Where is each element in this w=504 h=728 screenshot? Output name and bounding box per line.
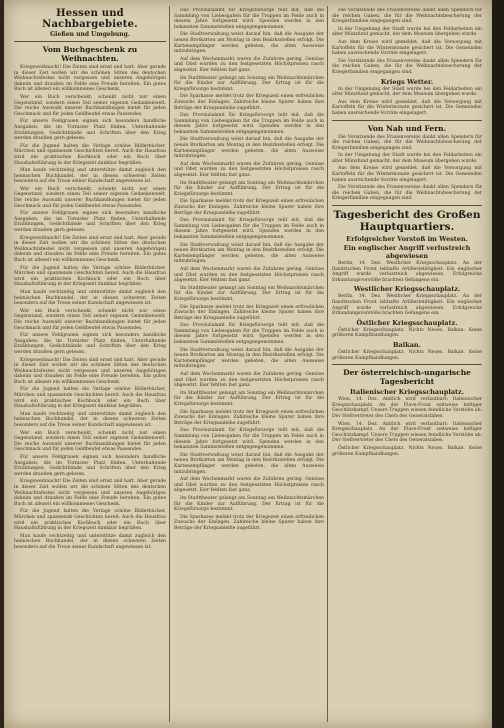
paragraph: Östlicher Kriegsschauplatz. Nichts Neues. Balkan. Keine größeren Kampfhandlungen. (332, 327, 482, 339)
paragraph: Für die Jugend halten die Verlage schöne Bilderbücher, Märchen und spannende Geschichten bereit. Auch die Hausfrau wird ein praktisches Kochbuch oder ein Buch über Haushaltsführung in der Kriegszeit dankbar begrüßen. (14, 509, 166, 532)
paragraph: Im Stadttheater gelangt am Sonntag ein Weihnachtsmärchen für die Kinder zur Aufführung. Der Ertrag ist für die Kriegsfürsorge bestimmt. (174, 75, 324, 92)
paragraph: Auf dem Wochenmarkt waren die Zufuhren gering. Gemüse und Obst wurden zu den festgesetzten Höchstpreisen rasch abgesetzt. Eier fehlten fast ganz. (174, 56, 324, 73)
paragraph: Für unsere Feldgrauen eignen sich besonders handliche Ausgaben, die im Tornister Platz finden. Unterhaltende Erzählungen, Gedichtbände und Schriften über den Krieg werden draußen gern gelesen. (14, 119, 166, 142)
headline-nah-fern: Von Nah und Fern. (367, 123, 447, 133)
paragraph: Man kaufe rechtzeitig und unterstütze damit zugleich den heimischen Buchhandel, der in diesen schweren Zeiten besonders auf die Treue seiner Kundschaft angewiesen ist. (14, 289, 166, 307)
paragraph: Berlin, 14. Dez. Westlicher Kriegsschauplatz. An der flandrischen Front lebhafte Artillerietätigkeit. Ein englischer Angriff wurde verlustreich abgewiesen. Erfolgreiche Erkundungsvorstöße brachten Gefangene ein. (332, 294, 482, 317)
divider (332, 364, 482, 365)
paragraph: Die Sparkasse meldet trotz der Kriegszeit einen erfreulichen Zuwachs der Einlagen. Zahlreiche kleine Sparer haben ihre Beträge der Kriegsanleihe zugeführt. (174, 199, 324, 216)
column-rule (169, 6, 170, 722)
paragraph: Auf dem Wochenmarkt waren die Zufuhren gering. Gemüse und Obst wurden zu den festgesetzten Höchstpreisen rasch abgesetzt. Eier fehlten fast ganz. (174, 266, 324, 284)
paragraph: Die Sparkasse meldet trotz der Kriegszeit einen erfreulichen Zuwachs der Einlagen. Zahlreiche kleine Sparer haben ihre Beträge der Kriegsanleihe zugeführt. (174, 304, 324, 321)
headline-tagesbericht: Tagesbericht des Großen Hauptquartiers. (333, 209, 481, 234)
paragraph: Östlicher Kriegsschauplatz. Nichts Neues. Balkan. Keine größeren Kampfhandlungen. (332, 349, 482, 361)
paragraph: Kriegsweihnacht! Die Zeiten sind ernst und hart. Aber gerade in dieser Zeit wollen wir die schönen Sitten des deutschen Weihnachtsfestes nicht vergessen und unseren Angehörigen daheim und draußen im Felde eine Freude bereiten. Ein gutes Buch ist allezeit ein willkommenes Geschenk. (14, 357, 166, 385)
paragraph: Wer ein Buch verschenkt, schenkt nicht nur einen Gegenstand, sondern einen Teil seiner eigenen Gedankenwelt. Die reiche Auswahl unserer Buchhandlungen bietet für jeden Geschmack und für jeden Geldbeutel etwas Passendes. (14, 430, 166, 453)
divider (332, 120, 482, 121)
paragraph: Die Vorsitzende des Frauenvereins dankt allen Spendern für die reichen Gaben, die für die Weihnachtsbescherung der Kriegerfamilien eingegangen sind. (332, 8, 482, 25)
paragraph: Berlin, 14. Dez. Westlicher Kriegsschauplatz. An der flandrischen Front lebhafte Artillerietätigkeit. Ein englischer Angriff wurde verlustreich abgewiesen. Erfolgreiche Erkundungsvorstöße brachten Gefangene ein. (332, 261, 482, 283)
paragraph: Im Stadttheater gelangt am Sonntag ein Weihnachtsmärchen für die Kinder zur Aufführung. Der Ertrag ist für die Kriegsfürsorge bestimmt. (174, 285, 324, 302)
paragraph: Aus dem Kreise wird gemeldet, daß die Versorgung mit Kartoffeln für die Wintermonate gesichert ist. Die Gemeinden haben ausreichende Vorräte eingelagert. (332, 39, 482, 57)
headline-krieg-wetter: Kriegs Wetter. (380, 77, 434, 86)
paragraph: Im Stadttheater gelangt am Sonntag ein Weihnachtsmärchen für die Kinder zur Aufführung. Der Ertrag ist für die Kriegsfürsorge bestimmt. (174, 495, 324, 513)
paragraph: Für die Jugend halten die Verlage schöne Bilderbücher, Märchen und spannende Geschichten bereit. Auch die Hausfrau wird ein praktisches Kochbuch oder ein Buch über Haushaltsführung in der Kriegszeit dankbar begrüßen. (14, 143, 166, 166)
paragraph: Wer ein Buch verschenkt, schenkt nicht nur einen Gegenstand, sondern einen Teil seiner eigenen Gedankenwelt. Die reiche Auswahl unserer Buchhandlungen bietet für jeden Geschmack und für jeden Geldbeutel etwas Passendes. (14, 308, 166, 331)
headline-westl-kriegsschauplatz: Westlicher Kriegsschauplatz. (353, 285, 461, 294)
paragraph: Die Stadtverwaltung weist darauf hin, daß die Ausgabe der neuen Brotkarten am Montag in den Bezirksstellen erfolgt. Die Kartenempfänger werden gebeten, die alten Ausweise mitzubringen. (174, 452, 324, 475)
paragraph: Die Sparkasse meldet trotz der Kriegszeit einen erfreulichen Zuwachs der Einlagen. Zahlreiche kleine Sparer haben ihre Beträge der Kriegsanleihe zugeführt. (174, 514, 324, 531)
paragraph: Man kaufe rechtzeitig und unterstütze damit zugleich den heimischen Buchhandel, der in diesen schweren Zeiten besonders auf die Treue seiner Kundschaft angewiesen ist. (14, 168, 166, 185)
paragraph: Für unsere Feldgrauen eignen sich besonders handliche Ausgaben, die im Tornister Platz finden. Unterhaltende Erzählungen, Gedichtbände und Schriften über den Krieg werden draußen gern gelesen. (14, 211, 166, 234)
paragraph: Im Stadttheater gelangt am Sonntag ein Weihnachtsmärchen für die Kinder zur Aufführung. Der Ertrag ist für die Kriegsfürsorge bestimmt. (174, 390, 324, 407)
paragraph: Die Vorsitzende des Frauenvereins dankt allen Spendern für die reichen Gaben, die für die Weihnachtsbescherung der Kriegerfamilien eingegangen sind. (332, 185, 482, 202)
paragraph: Kriegsweihnacht! Die Zeiten sind ernst und hart. Aber gerade in dieser Zeit wollen wir die schönen Sitten des deutschen Weihnachtsfestes nicht vergessen und unseren Angehörigen daheim und draußen im Felde eine Freude bereiten. Ein gutes Buch ist allezeit ein willkommenes Geschenk. (14, 479, 166, 507)
headline-oesterr-tagesbericht: Der österreichisch-ungarische Tagesbericht (343, 368, 471, 387)
paragraph: Man kaufe rechtzeitig und unterstütze damit zugleich den heimischen Buchhandel, der in diesen schweren Zeiten besonders auf die Treue seiner Kundschaft angewiesen ist. (14, 411, 166, 429)
paragraph: Kriegsweihnacht! Die Zeiten sind ernst und hart. Aber gerade in dieser Zeit wollen wir die schönen Sitten des deutschen Weihnachtsfestes nicht vergessen und unseren Angehörigen daheim und draußen im Felde eine Freude bereiten. Ein gutes Buch ist allezeit ein willkommenes Geschenk. (14, 65, 166, 93)
paragraph: Die Stadtverwaltung weist darauf hin, daß die Ausgabe der neuen Brotkarten am Montag in den Bezirksstellen erfolgt. Die Kartenempfänger werden gebeten, die alten Ausweise mitzubringen. (174, 347, 324, 370)
paragraph: Aus dem Kreise wird gemeldet, daß die Versorgung mit Kartoffeln für die Wintermonate gesichert ist. Die Gemeinden haben ausreichende Vorräte eingelagert. (332, 166, 482, 183)
headline-ital-kriegsschauplatz: Italienischer Kriegsschauplatz. (349, 388, 465, 397)
paragraph: Das Provinzialamt für Kriegsfürsorge teilt mit, daß die Sammlung von Liebesgaben für die Truppen im Felde auch in diesem Jahre fortgesetzt wird. Spenden werden in den bekannten Sammelstellen entgegengenommen. (174, 218, 324, 240)
paragraph: Das Provinzialamt für Kriegsfürsorge teilt mit, daß die Sammlung von Liebesgaben für die Truppen im Felde auch in diesem Jahre fortgesetzt wird. Spenden werden in den bekannten Sammelstellen entgegengenommen. (174, 113, 324, 135)
headline-vorstoss: Erfolgreicher Vorstoß im Westen. (346, 235, 468, 244)
column-rule (327, 6, 328, 722)
paragraph: Auf dem Wochenmarkt waren die Zufuhren gering. Gemüse und Obst wurden zu den festgesetzten Höchstpreisen rasch abgesetzt. Eier fehlten fast ganz. (174, 161, 324, 179)
paragraph: In der Umgebung der Stadt wurde bei den Feldarbeiten ein alter Münzfund gemacht, der dem Museum übergeben wurde. (332, 26, 482, 38)
paragraph: Das Provinzialamt für Kriegsfürsorge teilt mit, daß die Sammlung von Liebesgaben für die Truppen im Felde auch in diesem Jahre fortgesetzt wird. Spenden werden in den bekannten Sammelstellen entgegengenommen. (174, 428, 324, 451)
paragraph: Wer ein Buch verschenkt, schenkt nicht nur einen Gegenstand, sondern einen Teil seiner eigenen Gedankenwelt. Die reiche Auswahl unserer Buchhandlungen bietet für jeden Geschmack und für jeden Geldbeutel etwas Passendes. (14, 186, 166, 209)
paragraph: Die Vorsitzende des Frauenvereins dankt allen Spendern für die reichen Gaben, die für die Weihnachtsbescherung der Kriegerfamilien eingegangen sind. (332, 134, 482, 151)
column-left (14, 8, 166, 720)
paragraph: Für die Jugend halten die Verlage schöne Bilderbücher, Märchen und spannende Geschichten bereit. Auch die Hausfrau wird ein praktisches Kochbuch oder ein Buch über Haushaltsführung in der Kriegszeit dankbar begrüßen. (14, 387, 166, 410)
paragraph: Für unsere Feldgrauen eignen sich besonders handliche Ausgaben, die im Tornister Platz finden. Unterhaltende Erzählungen, Gedichtbände und Schriften über den Krieg werden draußen gern gelesen. (14, 455, 166, 477)
paragraph: Auf dem Wochenmarkt waren die Zufuhren gering. Gemüse und Obst wurden zu den festgesetzten Höchstpreisen rasch abgesetzt. Eier fehlten fast ganz. (174, 372, 324, 389)
paragraph: In der Umgebung der Stadt wurde bei den Feldarbeiten ein alter Münzfund gemacht, der dem Museum übergeben wurde. (332, 86, 482, 98)
section-subtitle: Gießen und Umgebung. (50, 31, 130, 38)
paragraph: Die Sparkasse meldet trotz der Kriegszeit einen erfreulichen Zuwachs der Einlagen. Zahlreiche kleine Sparer haben ihre Beträge der Kriegsanleihe zugeführt. (174, 409, 324, 426)
paragraph: Die Vorsitzende des Frauenvereins dankt allen Spendern für die reichen Gaben, die für die Weihnachtsbescherung der Kriegerfamilien eingegangen sind. (332, 58, 482, 75)
headline-oestl-kriegsschauplatz: Östlicher Kriegsschauplatz. (356, 318, 458, 327)
paragraph: Das Provinzialamt für Kriegsfürsorge teilt mit, daß die Sammlung von Liebesgaben für die Truppen im Felde auch in diesem Jahre fortgesetzt wird. Spenden werden in den bekannten Sammelstellen entgegengenommen. (174, 323, 324, 346)
headline-balkan: Balkan. (393, 340, 421, 349)
paragraph: Aus dem Kreise wird gemeldet, daß die Versorgung mit Kartoffeln für die Wintermonate gesichert ist. Die Gemeinden haben ausreichende Vorräte eingelagert. (332, 99, 482, 116)
paragraph: Für die Jugend halten die Verlage schöne Bilderbücher, Märchen und spannende Geschichten bereit. Auch die Hausfrau wird ein praktisches Kochbuch oder ein Buch über Haushaltsführung in der Kriegszeit dankbar begrüßen. (14, 265, 166, 288)
paragraph: Für unsere Feldgrauen eignen sich besonders handliche Ausgaben, die im Tornister Platz finden. Unterhaltende Erzählungen, Gedichtbände und Schriften über den Krieg werden draußen gern gelesen. (14, 333, 166, 355)
paragraph: Kriegsweihnacht! Die Zeiten sind ernst und hart. Aber gerade in dieser Zeit wollen wir die schönen Sitten des deutschen Weihnachtsfestes nicht vergessen und unseren Angehörigen daheim und draußen im Felde eine Freude bereiten. Ein gutes Buch ist allezeit ein willkommenes Geschenk. (14, 235, 166, 263)
paragraph: Östlicher Kriegsschauplatz. Nichts Neues. Balkan. Keine größeren Kampfhandlungen. (332, 445, 482, 457)
scan-edge (492, 0, 504, 728)
paragraph: Im Stadttheater gelangt am Sonntag ein Weihnachtsmärchen für die Kinder zur Aufführung. Der Ertrag ist für die Kriegsfürsorge bestimmt. (174, 180, 324, 197)
column-middle (174, 8, 324, 720)
paragraph: Auf dem Wochenmarkt waren die Zufuhren gering. Gemüse und Obst wurden zu den festgesetzten Höchstpreisen rasch abgesetzt. Eier fehlten fast ganz. (174, 477, 324, 494)
divider (332, 205, 482, 206)
headline-christmas: Vom Buchgeschenk zu Weihnachten. (42, 45, 138, 63)
paragraph: Wien, 14. Dez. Amtlich wird verlautbart: Italienischer Kriegsschauplatz. An der Piave-Front zeitweise heftiger Geschützkampf. Unsere Truppen wiesen feindliche Vorstöße ab. Der Stellvertreter des Chefs des Generalstabes. (332, 421, 482, 444)
paragraph: Wien, 14. Dez. Amtlich wird verlautbart: Italienischer Kriegsschauplatz. An der Piave-Front zeitweise heftiger Geschützkampf. Unsere Truppen wiesen feindliche Vorstöße ab. Der Stellvertreter des Chefs des Generalstabes. (332, 397, 482, 419)
divider (14, 41, 166, 42)
column-right (332, 8, 482, 720)
paragraph: Das Provinzialamt für Kriegsfürsorge teilt mit, daß die Sammlung von Liebesgaben für die Truppen im Felde auch in diesem Jahre fortgesetzt wird. Spenden werden in den bekannten Sammelstellen entgegengenommen. (174, 8, 324, 30)
paragraph: Man kaufe rechtzeitig und unterstütze damit zugleich den heimischen Buchhandel, der in diesen schweren Zeiten besonders auf die Treue seiner Kundschaft angewiesen ist. (14, 533, 166, 550)
newspaper-page (4, 0, 492, 728)
paragraph: Die Stadtverwaltung weist darauf hin, daß die Ausgabe der neuen Brotkarten am Montag in den Bezirksstellen erfolgt. Die Kartenempfänger werden gebeten, die alten Ausweise mitzubringen. (174, 242, 324, 265)
paragraph: Die Sparkasse meldet trotz der Kriegszeit einen erfreulichen Zuwachs der Einlagen. Zahlreiche kleine Sparer haben ihre Beträge der Kriegsanleihe zugeführt. (174, 94, 324, 111)
paragraph: In der Umgebung der Stadt wurde bei den Feldarbeiten ein alter Münzfund gemacht, der dem Museum übergeben wurde. (332, 153, 482, 164)
section-title: Hessen und Nachbargebiete. (42, 8, 138, 30)
paragraph: Die Stadtverwaltung weist darauf hin, daß die Ausgabe der neuen Brotkarten am Montag in den Bezirksstellen erfolgt. Die Kartenempfänger werden gebeten, die alten Ausweise mitzubringen. (174, 137, 324, 160)
paragraph: Die Stadtverwaltung weist darauf hin, daß die Ausgabe der neuen Brotkarten am Montag in den Bezirksstellen erfolgt. Die Kartenempfänger werden gebeten, die alten Ausweise mitzubringen. (174, 32, 324, 55)
paragraph: Wer ein Buch verschenkt, schenkt nicht nur einen Gegenstand, sondern einen Teil seiner eigenen Gedankenwelt. Die reiche Auswahl unserer Buchhandlungen bietet für jeden Geschmack und für jeden Geldbeutel etwas Passendes. (14, 94, 166, 117)
headline-englisch: Ein englischer Angriff verlustreich abgewiesen (343, 244, 471, 261)
